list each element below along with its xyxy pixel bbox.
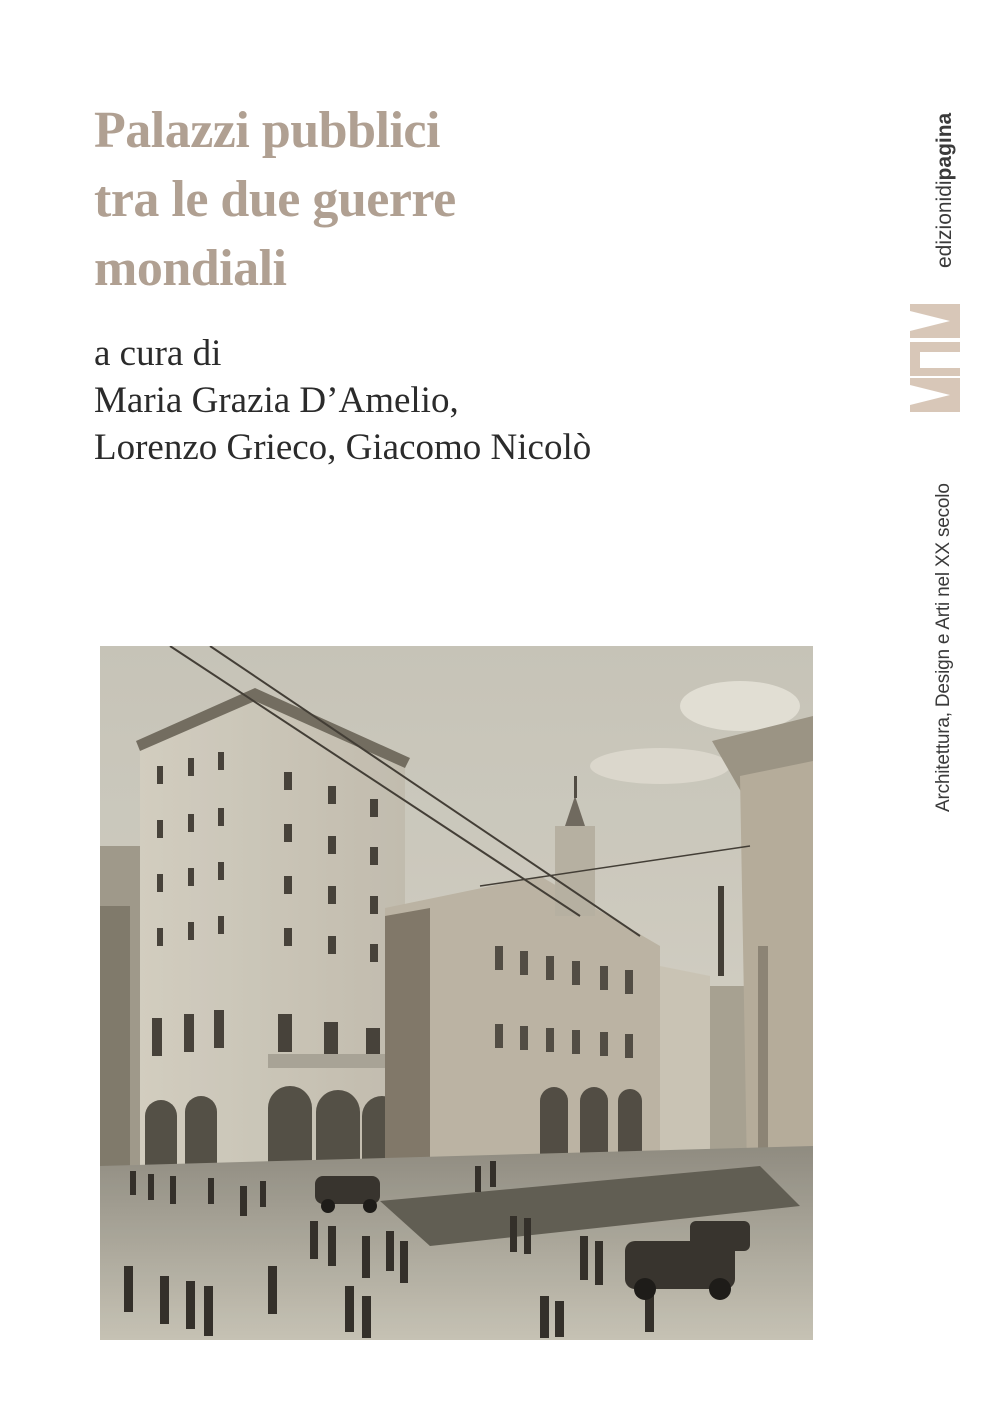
- cover-photo: [100, 646, 813, 1340]
- editors-block: [94, 330, 834, 471]
- title-line-1: Palazzi pubblici: [94, 102, 440, 159]
- series-title: Architettura, Design e Arti nel XX secolo: [933, 483, 954, 812]
- editors-intro: a cura di: [94, 333, 222, 374]
- publisher-bold: pagina: [933, 112, 956, 181]
- book-title: [94, 96, 814, 303]
- editors-line-1: Maria Grazia D’Amelio,: [94, 380, 459, 421]
- publisher-prefix: edizionidi: [933, 180, 956, 268]
- publisher-name: [933, 113, 957, 268]
- title-line-3: mondiali: [94, 240, 287, 297]
- ada-logo: [908, 302, 962, 414]
- title-line-2: tra le due guerre: [94, 171, 456, 228]
- editors-line-2: Lorenzo Grieco, Giacomo Nicolò: [94, 427, 592, 468]
